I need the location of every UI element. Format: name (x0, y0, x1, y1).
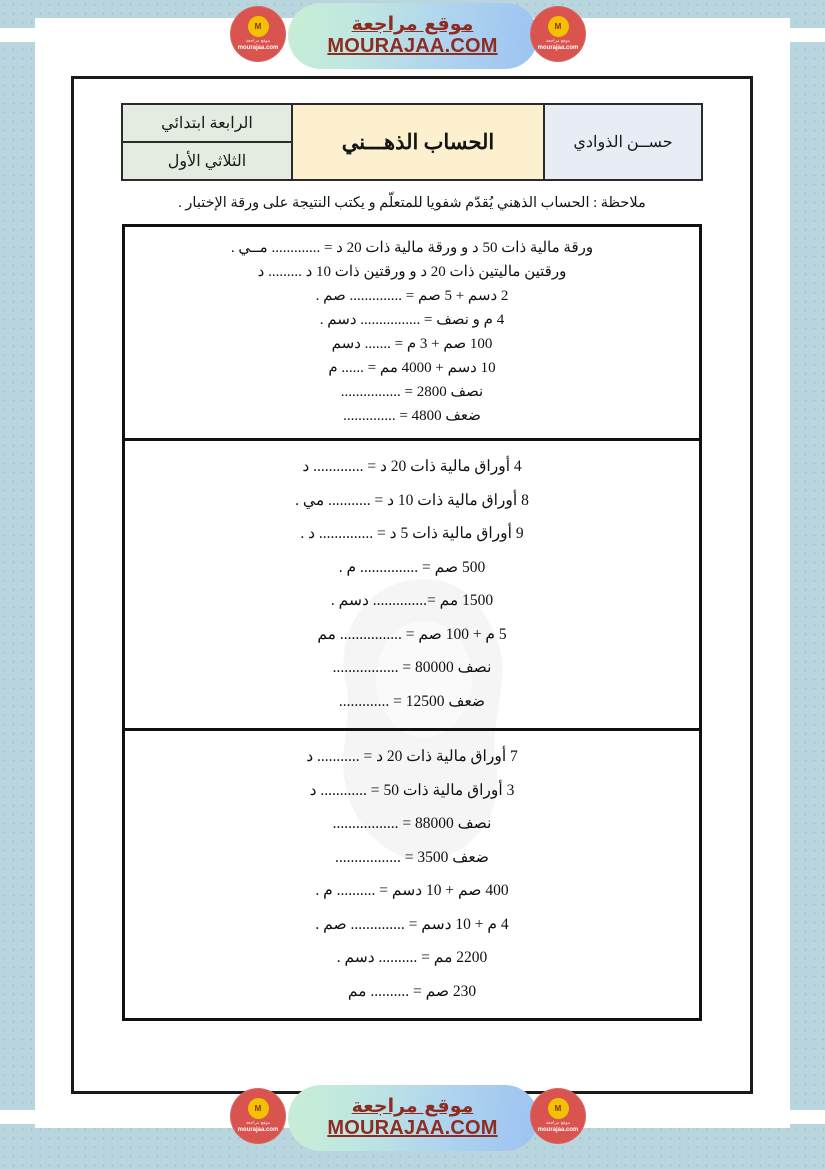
question-line: 1500 مم =.............. دسم . (330, 592, 494, 609)
logo-arabic-text: موقع مراجعة (245, 39, 271, 45)
mourajaa-logo-icon (530, 1088, 586, 1144)
exercise-block-3 (125, 731, 699, 1018)
mourajaa-logo-icon (230, 1088, 286, 1144)
question-line: ضعف 12500 = ............. (338, 692, 486, 710)
worksheet-page (35, 18, 790, 1128)
exercise-block-1 (125, 227, 699, 441)
question-line: 10 دسم + 4000 مم = ...... م (328, 359, 496, 376)
worksheet-title-cell: الحساب الذهـــني (292, 104, 544, 180)
instruction-note: ملاحظة : الحساب الذهني يُقدّم شفويا للمتعلّم و يكتب النتيجة على ورقة الإختبار . (178, 195, 646, 211)
logo-badge-icon (548, 1098, 569, 1119)
mourajaa-logo-icon (230, 6, 286, 62)
banner-arabic-title: موقع مراجعة (351, 1095, 474, 1118)
banner-arabic-title: موقع مراجعة (351, 13, 474, 36)
logo-badge-icon (248, 16, 269, 37)
question-line: ورقتين ماليتين ذات 20 د و ورقتين ذات 10 د ......... د (257, 263, 567, 280)
banner-pill (288, 1085, 538, 1151)
logo-badge-letter: M (554, 22, 562, 32)
logo-arabic-text: موقع مراجعة (245, 1121, 271, 1127)
logo-english-text: mourajaa.com (237, 45, 279, 52)
logo-english-text: mourajaa.com (537, 1127, 579, 1134)
logo-english-text: mourajaa.com (537, 45, 579, 52)
question-line: نصف 88000 = ................. (332, 815, 492, 832)
question-line: 3 أوراق مالية ذات 50 = ............ د (309, 781, 515, 799)
exercise-box (122, 224, 702, 1021)
logo-badge-letter: M (254, 1104, 262, 1114)
question-line: 5 م + 100 صم = ................ مم (317, 625, 507, 643)
banner-pill (288, 3, 538, 69)
question-line: ضعف 4800 = .............. (343, 407, 481, 424)
question-line: 9 أوراق مالية ذات 5 د = .............. د . (300, 525, 524, 542)
question-line: 8 أوراق مالية ذات 10 د = ........... مي . (295, 491, 529, 509)
question-line: 4 م + 10 دسم = .............. صم . (315, 915, 509, 933)
logo-english-text: mourajaa.com (237, 1127, 279, 1134)
question-line: 2200 مم = .......... دسم . (336, 949, 488, 966)
logo-arabic-text: موقع مراجعة (545, 1121, 571, 1127)
question-line: ضعف 3500 = ................. (335, 848, 489, 866)
term-cell: الثلاثي الأول (122, 142, 292, 180)
logo-badge-letter: M (254, 22, 262, 32)
question-line: 4 أوراق مالية ذات 20 د = ............. د (302, 458, 522, 475)
question-line: نصف 80000 = ................. (332, 659, 492, 676)
question-line: 500 صم = ............... م . (338, 558, 486, 576)
teacher-name-cell: حســن الذوادي (544, 104, 702, 180)
banner-website-url: MOURAJAA.COM (327, 1116, 498, 1139)
exercise-block-2 (125, 441, 699, 731)
logo-badge-icon (548, 16, 569, 37)
question-line: 100 صم + 3 م = ....... دسم (331, 335, 493, 352)
question-line: 4 م و نصف = ................ دسم . (319, 311, 505, 328)
question-line: 7 أوراق مالية ذات 20 د = ........... د (306, 748, 518, 765)
banner-website-url: MOURAJAA.COM (327, 34, 498, 57)
grade-level-cell: الرابعة ابتدائي (122, 104, 292, 142)
question-line: ورقة مالية ذات 50 د و ورقة مالية ذات 20 د = ............. مــي . (230, 239, 594, 256)
top-watermark-banner (0, 0, 825, 72)
logo-badge-icon (248, 1098, 269, 1119)
mourajaa-logo-icon (530, 6, 586, 62)
question-line: 230 صم = .......... مم (347, 982, 477, 1000)
worksheet-header-table (121, 103, 703, 181)
logo-arabic-text: موقع مراجعة (545, 39, 571, 45)
worksheet-content (74, 79, 750, 1021)
question-line: 400 صم + 10 دسم = .......... م . (315, 882, 509, 899)
logo-badge-letter: M (554, 1104, 562, 1114)
bottom-watermark-banner (0, 1082, 825, 1154)
question-line: 2 دسم + 5 صم = .............. صم . (315, 287, 509, 304)
page-border-frame (71, 76, 753, 1094)
question-line: نصف 2800 = ................ (340, 383, 484, 400)
